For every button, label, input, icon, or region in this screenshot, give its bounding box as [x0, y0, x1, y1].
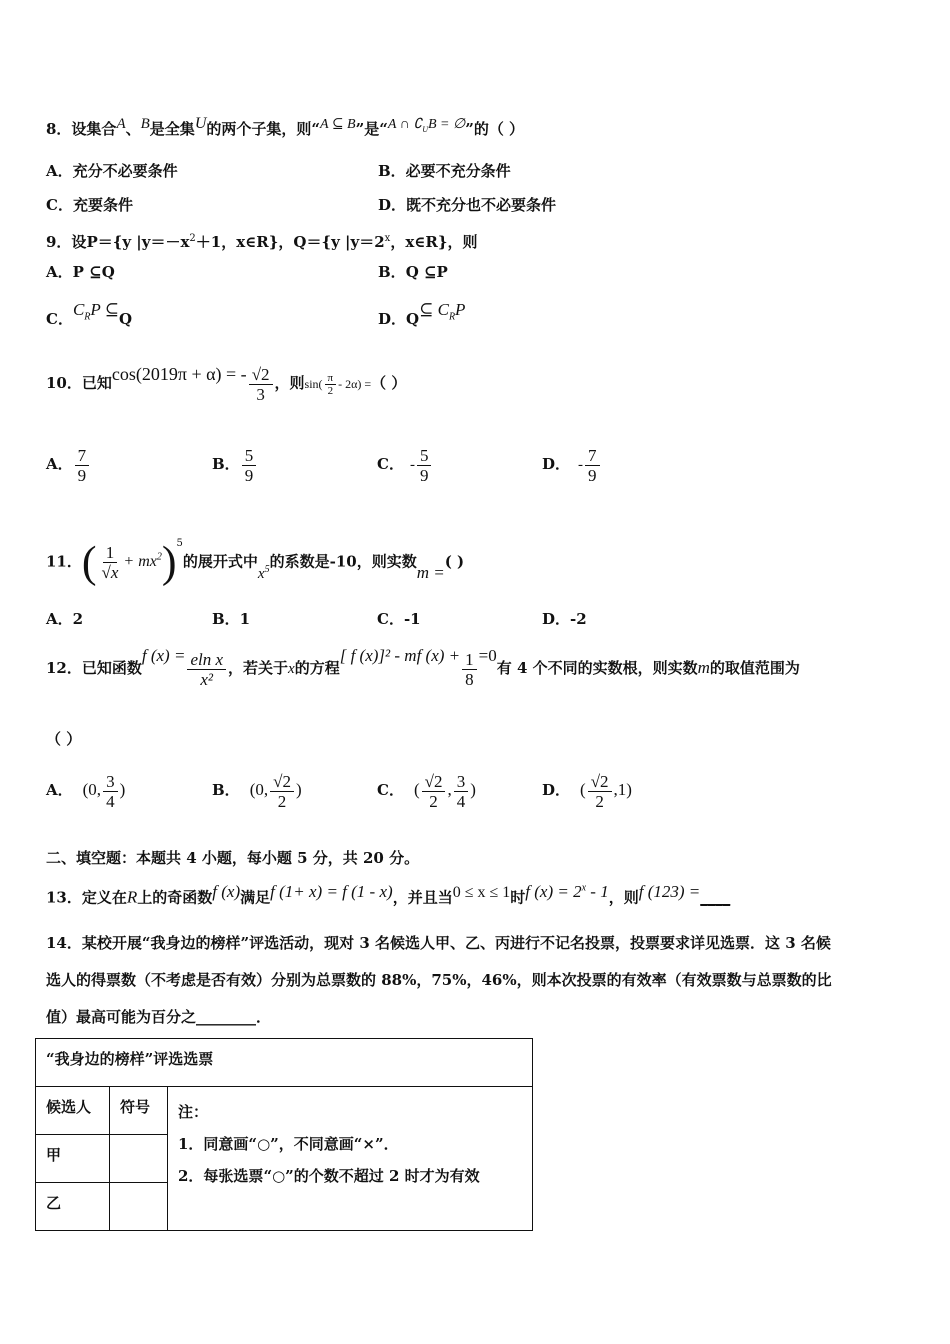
- q12-option-d: D． ( $\frac{√2}{2}$ ,1): [542, 771, 632, 811]
- ballot-col-symbol: 符号: [110, 1087, 168, 1135]
- q8-option-b: B．必要不充分条件: [378, 162, 511, 180]
- ballot-table: [35, 1038, 533, 1231]
- q8-option-c: C．充要条件: [46, 196, 133, 214]
- q8-option-a: A．充分不必要条件: [46, 162, 178, 180]
- q11-stem: 11．( $\frac{1}{√x}$ + $mx^2)^5$的展开式中$x^5$的系数是-10，则实数m =( ): [46, 537, 465, 587]
- ballot-row-candidate: 甲: [36, 1135, 110, 1183]
- q9-option-d: D．Q⊆ $C_RP$: [378, 300, 466, 328]
- q8-stem: 8．设集合$^A$、$^B$是全集$^U$的两个子集，则“$^{A ⊆ B}$”是“$^{A \cap ∁_UB = \emptyset}$”的（ ）: [46, 115, 525, 138]
- ballot-notes: [168, 1087, 533, 1231]
- q14-line2: 选人的得票数（不考虑是否有效）分别为总票数的 88%，75%，46%，则本次投票的有效率（有效票数与总票数的比: [46, 971, 832, 989]
- ballot-row-symbol-cell[interactable]: [110, 1135, 168, 1183]
- ballot-row-candidate: 乙: [36, 1183, 110, 1231]
- ballot-title: “我身边的榜样”评选选票: [36, 1039, 533, 1087]
- ballot-row-symbol-cell[interactable]: [110, 1183, 168, 1231]
- q12-paren: （ ）: [46, 730, 82, 748]
- q12-option-b: B． (0, $\frac{√2}{2}$ ): [212, 771, 302, 811]
- q10-option-a: A． $\frac{7}{9}$: [46, 442, 91, 487]
- q13-stem: 13．定义在R上的奇函数f (x)满足f (1+ x) = f (1 - x)，并且当0 ≤ x ≤ 1时f $(x) = 2^x - 1$，则f (123) =____: [46, 881, 731, 907]
- q9-option-b: B．Q ⊆P: [378, 263, 448, 281]
- q10-option-b: B． $\frac{5}{9}$: [212, 442, 258, 487]
- q10-stem: 10．已知cos(2019π + α) = - $\frac{√2}{3}$ ，则sin( $\frac{\pi}{2}$ - 2α) =（ ）: [46, 364, 407, 404]
- q9-option-c: C．$C_RP$ ⊆Q: [46, 300, 133, 328]
- q13-answer-blank[interactable]: ____: [700, 888, 731, 907]
- q9-stem: 9．设P＝{y $|y=-x^2+1$，x∈R}，Q＝{y $|y=2^x$，x∈R}，则: [46, 233, 478, 251]
- q12-option-c: C． ( $\frac{√2}{2}$ , $\frac{3}{4}$ ): [377, 771, 476, 811]
- q14-line1: 14．某校开展“我身边的榜样”评选活动，现对 3 名候选人甲、乙、丙进行不记名投票，投票要求详见选票．这 3 名候: [46, 934, 831, 952]
- q12-stem: 12．已知函数f (x) = $\frac{\text{eln x}}{\text{x²}}$ ，若关于x的方程[ f (x)]² - mf (x) + $\frac{1}{8}$ =0有 4 个不同的实数根，则实数m的取值范围为: [46, 646, 800, 689]
- q14-line3: 值）最高可能为百分之________．: [46, 1008, 272, 1026]
- q11-option-a: A．2: [46, 610, 84, 628]
- q12-option-a: A． (0, $\frac{3}{4}$ ): [46, 771, 126, 811]
- ballot-note-label: 注：: [178, 1103, 209, 1121]
- q8-option-d: D．既不充分也不必要条件: [378, 196, 557, 214]
- ballot-col-candidate: 候选人: [36, 1087, 110, 1135]
- q11-option-c: C．-1: [377, 610, 421, 628]
- q11-option-d: D．-2: [542, 610, 587, 628]
- ballot-note-1: 1．同意画“○”，不同意画“×”．: [178, 1135, 399, 1153]
- q11-option-b: B．1: [212, 610, 251, 628]
- section-heading: 二、填空题：本题共 4 小题，每小题 5 分，共 20 分。: [46, 849, 420, 867]
- q10-option-d: D． - $\frac{7}{9}$: [542, 442, 602, 487]
- q9-option-a: A．P ⊆Q: [46, 263, 115, 281]
- ballot-note-2: 2．每张选票“○”的个数不超过 2 时才为有效: [178, 1167, 480, 1185]
- q10-option-c: C． - $\frac{5}{9}$: [377, 442, 433, 487]
